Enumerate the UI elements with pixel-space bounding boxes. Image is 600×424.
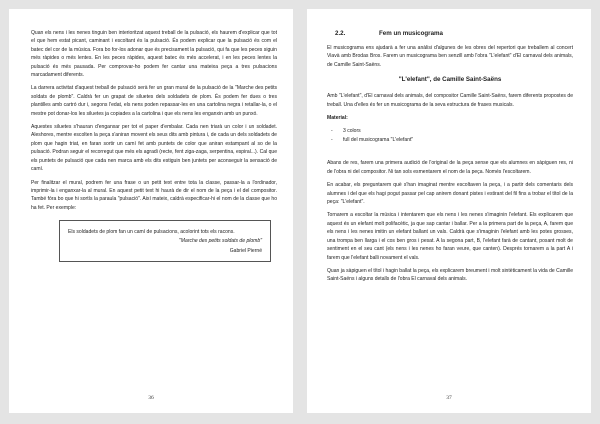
list-item bbox=[327, 136, 573, 145]
material-item: 3 colors bbox=[343, 128, 361, 135]
quote-text: Els soldadets de plom fan un camí de pulsacions, acolorint tots els racons. bbox=[68, 229, 235, 236]
page-number-left: 36 bbox=[148, 395, 154, 401]
list-dash: - bbox=[331, 137, 333, 144]
left-paragraph-4: Per finalitzar el mural, podrem fer una frase o un petit text entre tota la classe, passar-la a l'ordinador, imprimir-la i enganxar-la al mural. En aquest petit text hi haurà de dir el nom de la peça i el del compositor. També fóra bo que hi sortís la paraula "pulsació". Així mateix, caldrà especificar-hi el nom de la classe que ho ha fet. Per exemple: bbox=[31, 179, 277, 211]
piece-subtitle: "L'elefant", de Camille Saint-Saëns bbox=[398, 76, 502, 84]
section-title: Fem un musicograma bbox=[379, 30, 443, 37]
section-heading bbox=[327, 30, 573, 37]
right-paragraph-3: Tornarem a escoltar la música i intentarem que els nens i les nenes s'imaginin l'elefant. Els explicarem que aquest és un elefant molt polifacètic, ja que sap cantar i ballar. Per a la primera part de la peça, A, farem que els nens i les nenes imitin un elefant ballant un vals. Caldrà que s'imaginin l'elefant amb les potes grosses, una trompa ben llarga i el cos ben gros i pesat. A la segona part, B, l'elefant farà de cantant, posant molt de sentiment en el seu cant (els nens i les nenes ho faran veure, que canten). Després tornarem a la part A i farem que l'elefant balli novament el vals. bbox=[327, 212, 573, 261]
quote-author: Gabriel Pierné bbox=[229, 247, 262, 254]
list-dash: - bbox=[331, 128, 333, 135]
intro-paragraph: El musicograma ens ajudarà a fer una anàlisi d'algunes de les obres del repertori que treballem al concert Viavà amb Brodas Bros. Farem un musicograma ben senzill amb l'obra "L'elefant" d'El carnaval dels animals, de Camille Saint-Saëns. bbox=[327, 45, 573, 68]
subintro-paragraph: Amb "L'elefant", d'El carnaval dels animals, del compositor Camille Saint-Saëns, farem diferents propostes de treball. Una d'elles és fer un musicograma de la seva estructura de frases musicals. bbox=[327, 93, 573, 108]
left-page bbox=[9, 9, 293, 413]
page-number-right: 37 bbox=[446, 395, 452, 401]
materials-list bbox=[327, 127, 573, 145]
left-paragraph-1: Quan els nens i les nenes tinguin ben interioritzat aquest treball de la pulsació, els haurem d'explicar que tot el que hem estat picant, caminant i escoltant és la pulsació. És podem explicar que la pulsació és com el batec del cor de la música. Fora bo for-los adonar que és precisament la pulsació, qui fa que les peces siguin més ràpides o més lentes. En les peces ràpides, aquest batec és més accelerat, i en les peces lentes la pulsació és més pausada. Per comprovar-ho podem fer cantar una mateixa peça a tres pulsacions marcadament diferents. bbox=[31, 30, 277, 79]
right-page bbox=[307, 9, 591, 413]
quote-source: "Marche des petits soldats de plomb" bbox=[179, 237, 262, 244]
right-paragraph-2: En acabar, els preguntarem què s'han imaginat mentre escoltaven la peça, i a partir dels comentaris dels alumnes i del que els hagi pogut passar pel cap anirem donant pistes i estirant del fil fins a trobar el títol de la peça: "L'elefant". bbox=[327, 182, 573, 206]
left-paragraph-3: Aquestes siluetes s'hauran d'enganxar per tot el paper d'embalar. Cada nen triarà un color i un soldadet. Aleshores, mentre escolten la peça s'aniran movent els seus dits amb pintura i, de cada un dels soldadets de plom que hagin triat, en faran sortir un camí fet amb puntets de color que aniran estampant al so de la pulsació. Podran seguir el recorregut que més els agradi (recte, fent ziga-zaga, serpentina, espiral...). Cal que els puntets de pulsació que cada nen marca amb els dits estiguin ben juntets per aconseguir la sensació de camí. bbox=[31, 124, 277, 173]
material-item: full del musicograma "L'elefant" bbox=[343, 137, 414, 144]
right-paragraph-4: Quan ja sàpiguen el títol i hagin ballat la peça, els explicarem breument i molt sintèticament la vida de Camille Saint-Saëns i alguns detalls de l'obra El carnaval dels animals. bbox=[327, 267, 573, 283]
material-label: Material: bbox=[327, 115, 348, 122]
left-paragraph-2: La darrera activitat d'aquest treball de pulsació serà fer un gran mural de la pulsació de la "Marche des petits soldats de plomb". Caldrà fer un grapat de siluetes dels soldadets de plom. És podem fer dues o tres plantilles amb cartró dur i, segons l'edat, els nens poden repassar-les en una cartolina negra i retallar-la, o el mestre pot donar-los les siluetes ja copiades a la cartolina i que els nens les enganxin amb un punxó. bbox=[31, 85, 277, 117]
section-number: 2.2. bbox=[335, 30, 346, 37]
example-quote-box bbox=[59, 220, 271, 262]
list-item bbox=[327, 127, 573, 136]
right-paragraph-1: Abans de res, farem una primera audició de l'original de la peça sense que els alumnes en sàpiguen res, ni de l'obra ni del compositor. Ni tan sols esmentarem el nom de la peça. Només l'escoltarem. bbox=[327, 160, 573, 175]
